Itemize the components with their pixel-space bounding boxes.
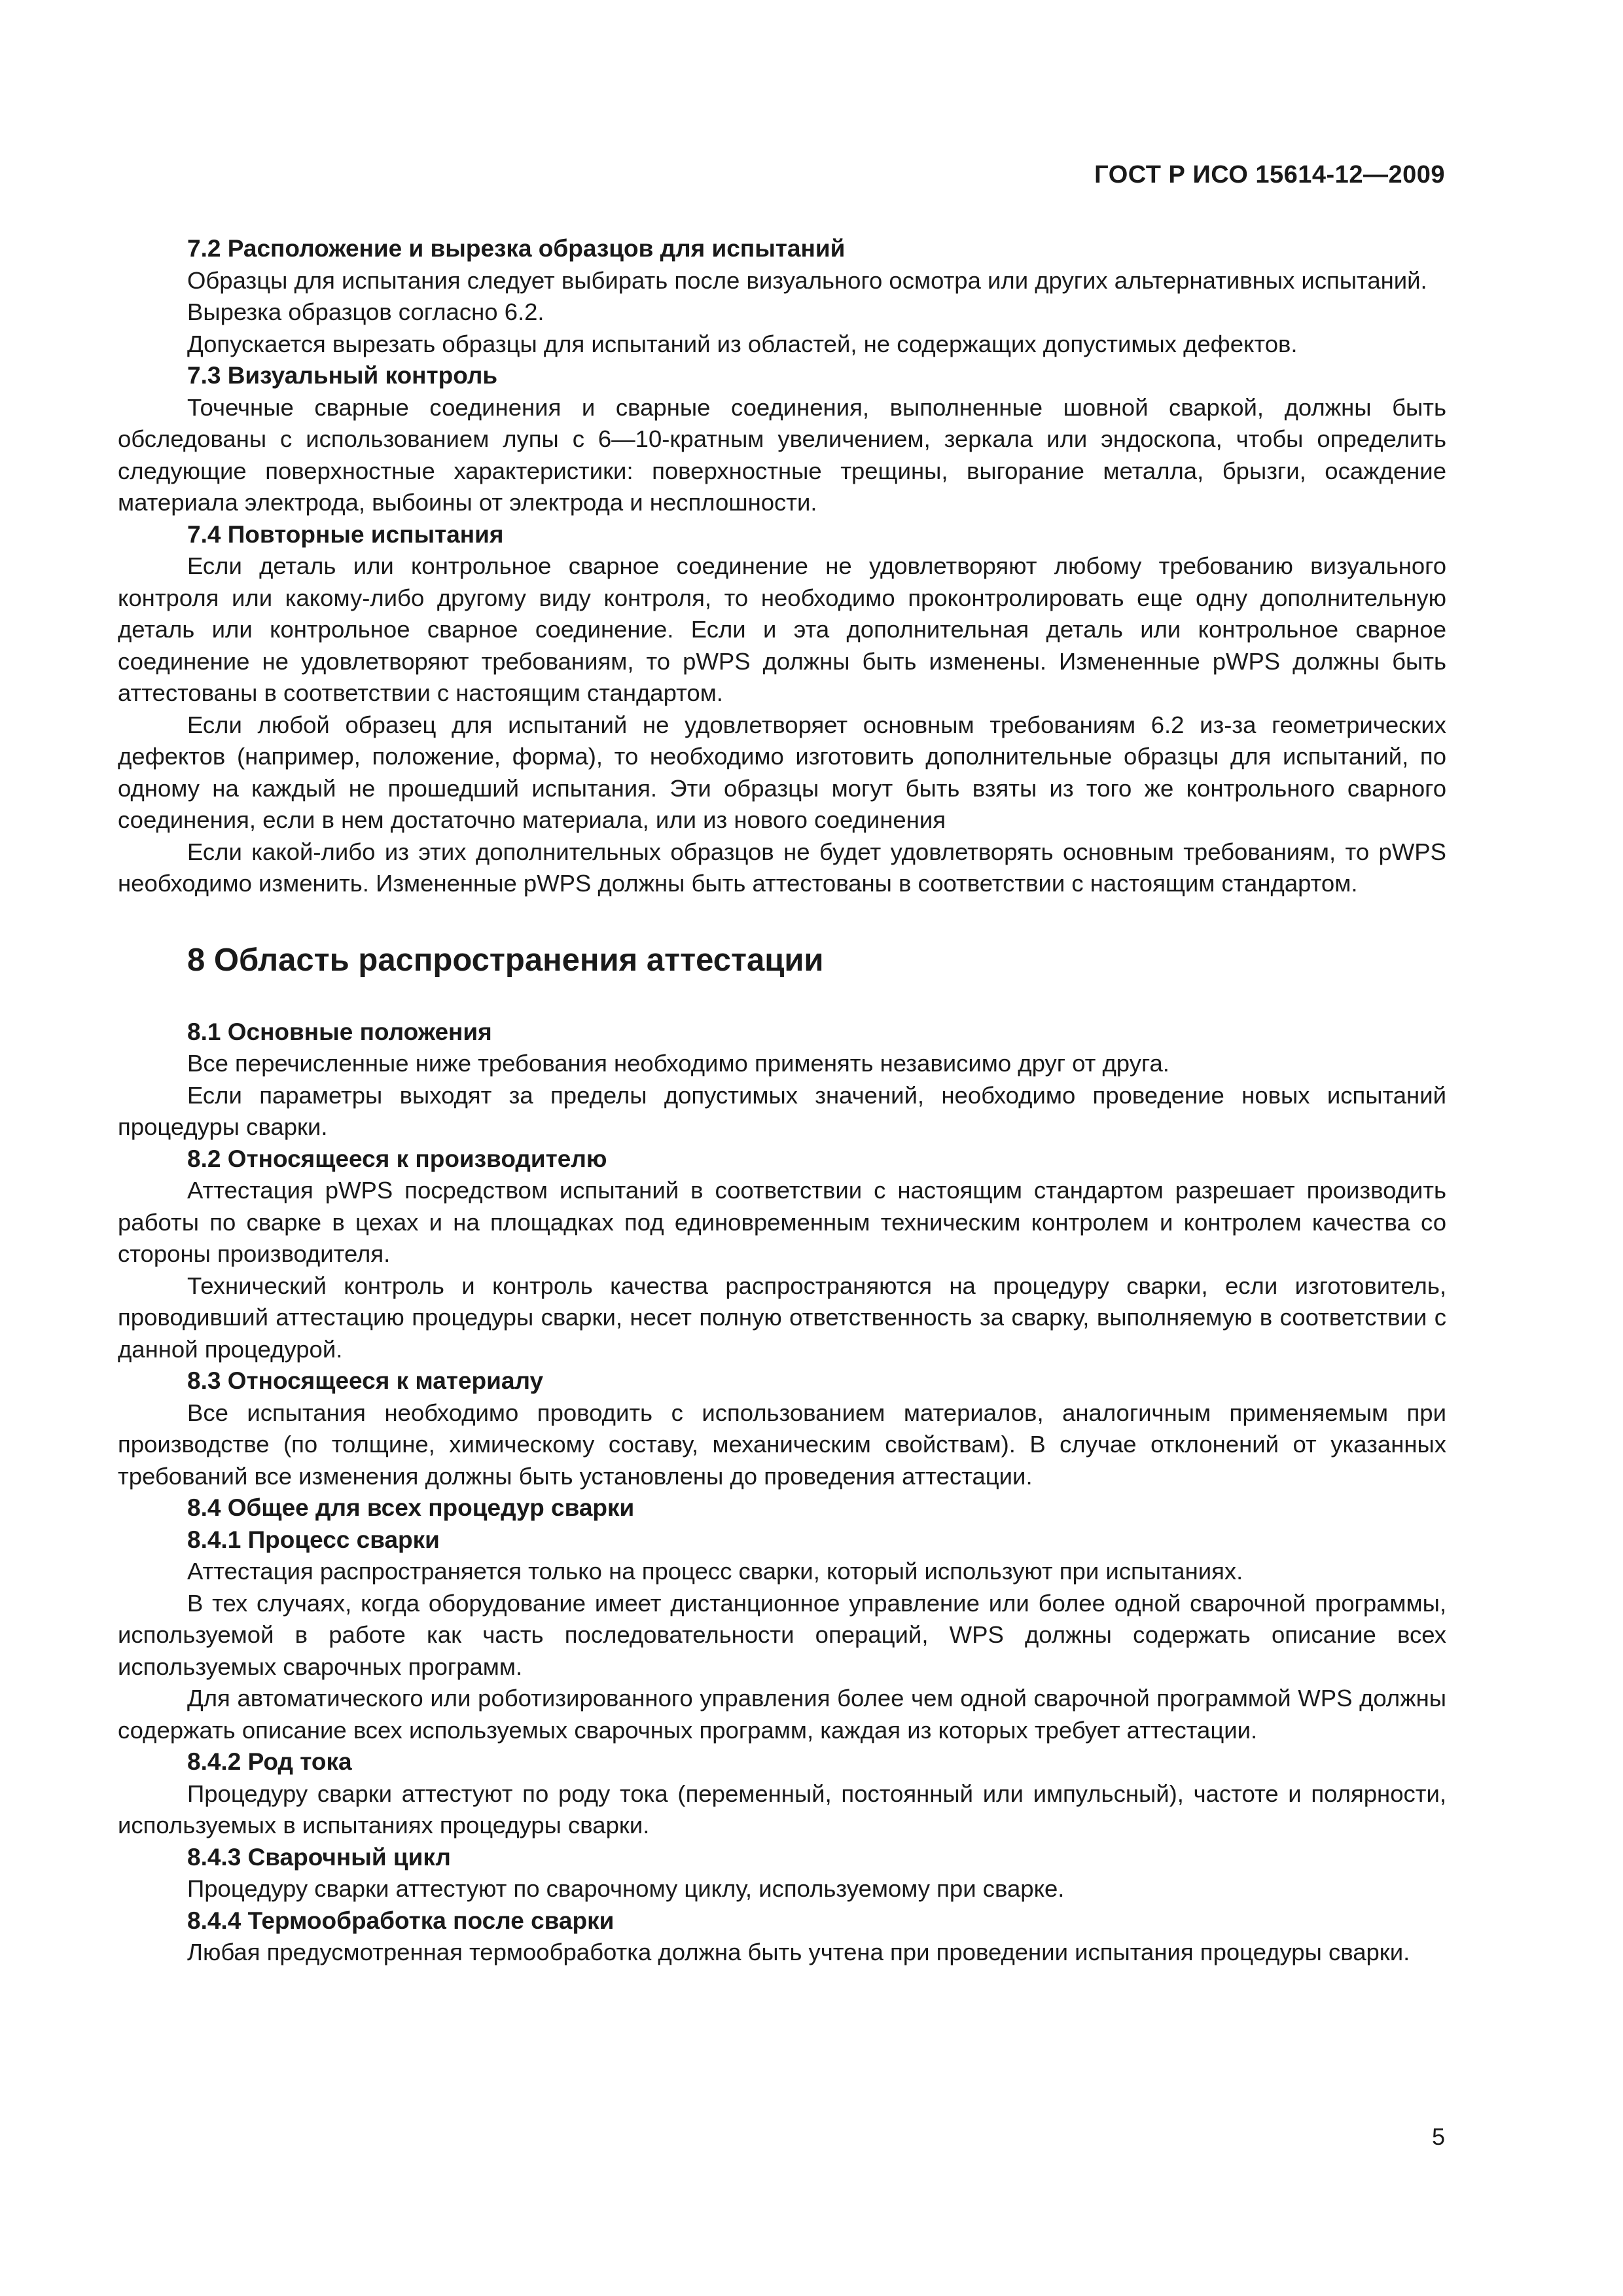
paragraph-7-4-1: Если деталь или контрольное сварное соединение не удовлетворяют любому требованию визуального контроля или какому-либо другому виду контроля, то необходимо проконтролировать еще одну дополнительную деталь или контрольное сварное соединение. Если и эта дополнительная деталь или контрольное сварное соединение не удовлетворяют требованиям, то pWPS должны быть изменены. Измененные pWPS должны быть аттестованы в соответствии с настоящим стандартом. [118,552,1446,706]
document-standard-id: ГОСТ Р ИСО 15614-12—2009 [1094,161,1445,188]
paragraph-8-4-1-3: Для автоматического или роботизированного управления более чем одной сварочной программой WPS должны содержать описание всех используемых сварочных программ, каждая из которых требует аттестации. [118,1685,1446,1744]
paragraph-7-4-3: Если какой-либо из этих дополнительных образцов не будет удовлетворять основным требованиям, то pWPS необходимо изменить. Измененные pWPS должны быть аттестованы в соответствии с настоящим стандартом. [118,838,1446,897]
paragraph-8-4-3-1: Процедуру сварки аттестуют по сварочному циклу, используемому при сварке. [187,1875,1065,1902]
heading-8-4: 8.4 Общее для всех процедур сварки [187,1494,635,1521]
heading-8-1: 8.1 Основные положения [187,1018,492,1045]
paragraph-8-4-1-2: В тех случаях, когда оборудование имеет дистанционное управление или более одной сварочной программы, используемой в работе как часть последовательности операций, WPS должны содержать описание всех используемых сварочных программ. [118,1589,1446,1680]
paragraph-8-2-1: Аттестация pWPS посредством испытаний в соответствии с настоящим стандартом разрешает производить работы по сварке в цехах и на площадках под единовременным техническим контролем и контролем качества со стороны производителя. [118,1177,1446,1267]
heading-7-4: 7.4 Повторные испытания [187,520,504,548]
paragraph-8-4-4-1: Любая предусмотренная термообработка должна быть учтена при проведении испытания процедуры сварки. [187,1939,1410,1965]
heading-7-3: 7.3 Визуальный контроль [187,362,498,389]
paragraph-8-2-2: Технический контроль и контроль качества распространяются на процедуру сварки, если изготовитель, проводивший аттестацию процедуры сварки, несет полную ответственность за сварку, выполняемую в соответствии с данной процедурой. [118,1272,1446,1363]
page-number: 5 [1431,2123,1445,2150]
paragraph-7-3-1: Точечные сварные соединения и сварные соединения, выполненные шовной сваркой, должны быть обследованы с использованием лупы с 6—10-кратным увеличением, зеркала или эндоскопа, чтобы определить следующие поверхностные характеристики: поверхностные трещины, выгорание металла, брызги, осаждение материала электрода, выбоины от электрода и несплошности. [118,393,1446,516]
heading-8-3: 8.3 Относящееся к материалу [187,1367,544,1394]
paragraph-7-4-2: Если любой образец для испытаний не удовлетворяет основным требованиям 6.2 из-за геометрических дефектов (например, положение, форма), то необходимо изготовить дополнительные образцы для испытаний, по одному на каждый не прошедший испытания. Эти образцы могут быть взяты из того же контрольного сварного соединения, если в нем достаточно материала, или из нового соединения [118,711,1446,833]
document-body [118,233,1446,1969]
paragraph-8-4-2-1: Процедуру сварки аттестуют по роду тока (переменный, постоянный или импульсный), частоте и полярности, используемых в испытаниях процедуры сварки. [118,1780,1446,1839]
paragraph-7-2-1: Образцы для испытания следует выбирать после визуального осмотра или других альтернативных испытаний. [187,266,1427,294]
paragraph-7-2-2: Вырезка образцов согласно 6.2. [187,298,544,325]
heading-7-2: 7.2 Расположение и вырезка образцов для испытаний [187,235,846,262]
paragraph-8-1-2: Если параметры выходят за пределы допустимых значений, необходимо проведение новых испытаний процедуры сварки. [118,1081,1446,1140]
heading-8-4-3: 8.4.3 Сварочный цикл [187,1843,451,1871]
heading-8-4-1: 8.4.1 Процесс сварки [187,1526,440,1553]
paragraph-7-2-3: Допускается вырезать образцы для испытаний из областей, не содержащих допустимых дефектов. [187,330,1298,357]
paragraph-8-3-1: Все испытания необходимо проводить с использованием материалов, аналогичным применяемым при производстве (по толщине, химическому составу, механическим свойствам). В случае отклонений от указанных требований все изменения должны быть установлены до проведения аттестации. [118,1399,1446,1490]
heading-8-4-2: 8.4.2 Род тока [187,1748,352,1775]
section-8-title: 8 Область распространения аттестации [187,942,824,978]
heading-8-2: 8.2 Относящееся к производителю [187,1145,607,1172]
heading-8-4-4: 8.4.4 Термообработка после сварки [187,1907,615,1934]
paragraph-8-1-1: Все перечисленные ниже требования необходимо применять независимо друг от друга. [187,1050,1169,1077]
paragraph-8-4-1-1: Аттестация распространяется только на процесс сварки, который используют при испытаниях. [187,1558,1243,1585]
